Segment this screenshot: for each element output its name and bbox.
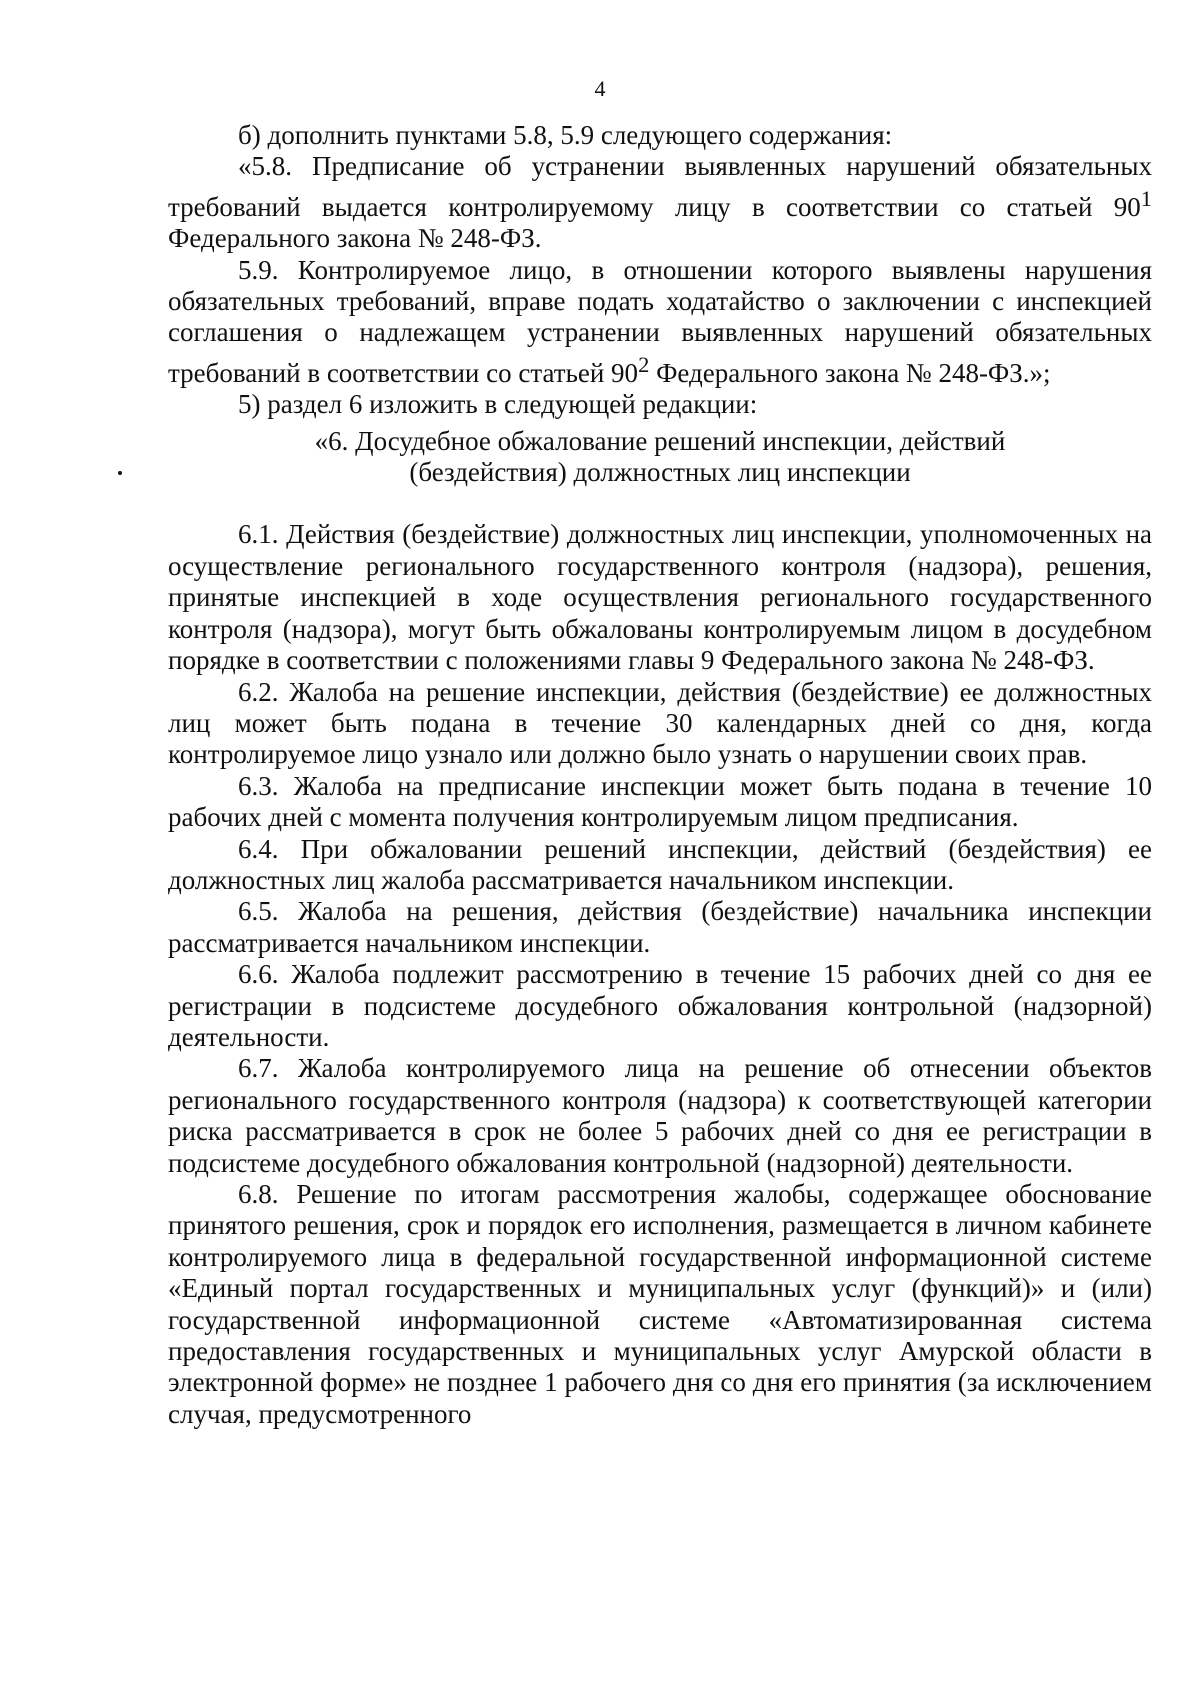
paragraph-6-4: 6.4. При обжаловании решений инспекции, действий (бездействия) ее должностных лиц жалоба рассматривается начальником инспекции. bbox=[168, 833, 1152, 895]
paragraph-6-2: 6.2. Жалоба на решение инспекции, действия (бездействие) ее должностных лиц может быть подана в течение 30 календарных дней со дня, когда контролируемое лицо узнало или должно было узнать о нарушении своих прав. bbox=[168, 676, 1152, 770]
page-number: 4 bbox=[594, 76, 606, 101]
paragraph-5-9-tail: Федерального закона № 248-ФЗ.»; bbox=[649, 357, 1051, 388]
paragraph-6-6: 6.6. Жалоба подлежит рассмотрению в течение 15 рабочих дней со дня ее регистрации в подсистеме досудебного обжалования контрольной (надзорной) деятельности. bbox=[168, 959, 1152, 1052]
paragraph-5-9 bbox=[168, 255, 1152, 390]
scan-dot-mark bbox=[118, 471, 122, 475]
paragraph-6-7: 6.7. Жалоба контролируемого лица на решение об отнесении объектов регионального государственного контроля (надзора) к соответствующей категории риска рассматривается в срок не более 5 рабочих дней со дня ее регистрации в подсистеме досудебного обжалования контрольной (надзорной) деятельности. bbox=[168, 1053, 1152, 1178]
paragraph-intro: б) дополнить пунктами 5.8, 5.9 следующего содержания: bbox=[238, 120, 893, 150]
paragraph-item-5: 5) раздел 6 изложить в следующей редакции: bbox=[238, 389, 758, 420]
superscript: 2 bbox=[638, 351, 650, 377]
paragraph-5-8 bbox=[168, 151, 1152, 254]
superscript: 1 bbox=[1140, 185, 1152, 211]
section-heading-line1: «6. Досудебное обжалование решений инспекции, действий bbox=[314, 425, 1006, 456]
paragraph-6-5: 6.5. Жалоба на решения, действия (бездействие) начальника инспекции рассматривается начальником инспекции. bbox=[168, 896, 1152, 958]
paragraph-5-8-text: «5.8. Предписание об устранении выявленных нарушений обязательных требований выдается контролируемому лицу в соответствии со статьей 90 bbox=[168, 151, 1152, 222]
paragraph-5-9-text: 5.9. Контролируемое лицо, в отношении которого выявлены нарушения обязательных требований, вправе подать ходатайство о заключении с инспекцией соглашения о надлежащем устранении выявленных нарушений обязательных требований в соответствии со статьей 90 bbox=[168, 254, 1152, 388]
document-body bbox=[168, 120, 1152, 1430]
paragraph-6-8: 6.8. Решение по итогам рассмотрения жалобы, содержащее обоснование принятого решения, срок и порядок его исполнения, размещается в личном кабинете контролируемого лица в федеральной государственной информационной системе «Единый портал государственных и муниципальных услуг (функций)» и (или) государственной информационной системе «Автоматизированная система предоставления государственных и муниципальных услуг Амурской области в электронной форме» не позднее 1 рабочего дня со дня его принятия (за исключением случая, предусмотренного bbox=[168, 1179, 1152, 1429]
paragraph-6-1: 6.1. Действия (бездействие) должностных лиц инспекции, уполномоченных на осуществление регионального государственного контроля (надзора), решения, принятые инспекцией в ходе осуществления регионального государственного контроля (надзора), могут быть обжалованы контролируемым лицом в досудебном порядке в соответствии с положениями главы 9 Федерального закона № 248-ФЗ. bbox=[168, 519, 1152, 676]
section-heading-line2: (бездействия) должностных лиц инспекции bbox=[409, 457, 911, 488]
paragraph-5-8-tail: Федерального закона № 248-ФЗ. bbox=[168, 223, 542, 254]
section-heading bbox=[168, 426, 1152, 489]
paragraph-6-3: 6.3. Жалоба на предписание инспекции может быть подана в течение 10 рабочих дней с момента получения контролируемым лицом предписания. bbox=[168, 770, 1152, 833]
